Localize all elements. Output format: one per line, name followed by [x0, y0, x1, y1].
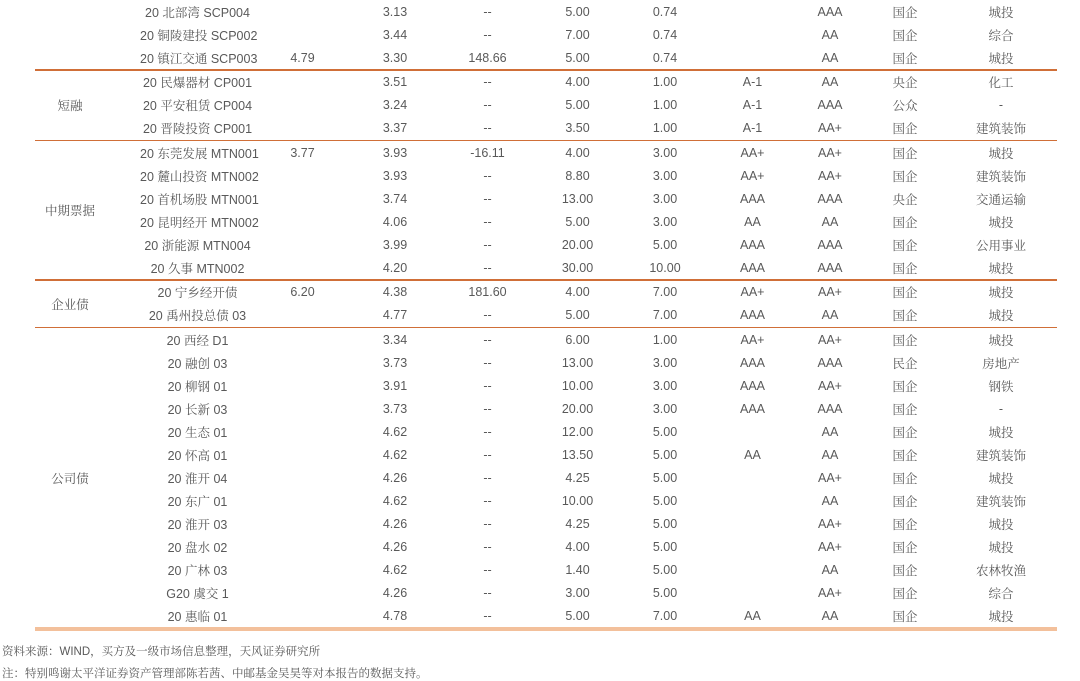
bond-name-cell: 20 广林 03 [167, 563, 228, 578]
rating-cell-2: AAA [817, 98, 843, 112]
table-row [140, 604, 1080, 627]
value-cell-1: 6.20 [290, 285, 315, 299]
table-row [140, 397, 1080, 420]
bond-name-cell: 20 东莞发展 MTN001 [140, 146, 259, 161]
industry-cell: 公用事业 [975, 238, 1026, 253]
bond-name-cell: 20 北部湾 SCP004 [145, 5, 250, 20]
category-label: 企业债 [51, 297, 89, 312]
bond-name-cell: 20 镇江交通 SCP003 [140, 51, 258, 66]
value-cell-3: -- [483, 608, 492, 623]
bond-name-cell: 20 淮开 04 [167, 471, 228, 486]
table-row [140, 71, 1080, 94]
bond-name-cell: 20 宁乡经开债 [157, 286, 238, 300]
company-type-cell: 国企 [892, 122, 918, 136]
value-cell-5: 3.00 [652, 191, 678, 206]
value-cell-2: 3.13 [382, 4, 408, 19]
rating-cell-2: AAA [817, 355, 843, 370]
table-section [0, 328, 1080, 627]
value-cell-3: -- [483, 585, 492, 600]
table-row [140, 535, 1080, 558]
value-cell-4: 20.00 [561, 401, 594, 416]
value-cell-1: 3.77 [290, 145, 315, 160]
value-cell-4: 12.00 [561, 424, 594, 439]
bond-name-cell: 20 晋陵投资 CP001 [142, 122, 253, 136]
table-footer [2, 637, 1072, 681]
value-cell-4: 5.00 [565, 214, 590, 229]
rating-cell-2: AA+ [818, 168, 842, 183]
industry-cell: 城投 [988, 425, 1014, 440]
rating-cell-1: A-1 [742, 98, 763, 112]
table-section [0, 141, 1080, 279]
value-cell-2: 3.51 [382, 75, 408, 89]
company-type-cell: 国企 [892, 261, 918, 276]
company-type-cell: 公众 [892, 99, 918, 113]
value-cell-4: 4.00 [565, 539, 590, 554]
value-cell-5: 0.74 [652, 27, 678, 42]
industry-cell: 建筑装饰 [975, 448, 1026, 463]
value-cell-1: 4.79 [290, 50, 315, 65]
rating-cell-2: AAA [817, 401, 843, 416]
rating-cell-1: AAA [739, 260, 765, 275]
value-cell-4: 10.00 [561, 378, 594, 393]
value-cell-5: 3.00 [652, 214, 678, 229]
value-cell-5: 5.00 [652, 539, 678, 554]
value-cell-4: 4.00 [565, 285, 590, 299]
rating-cell-1: AA [744, 608, 761, 623]
value-cell-5: 3.00 [652, 378, 678, 393]
industry-cell: 城投 [988, 146, 1014, 161]
company-type-cell: 国企 [892, 563, 918, 578]
company-type-cell: 国企 [892, 309, 918, 323]
industry-cell: 房地产 [982, 356, 1020, 371]
bond-name-cell: 20 铜陵建投 SCP002 [140, 28, 258, 43]
rating-cell-1: AAA [739, 308, 765, 322]
value-cell-5: 7.00 [652, 608, 678, 623]
value-cell-3: 148.66 [468, 50, 507, 65]
rating-cell-2: AA [821, 50, 839, 65]
company-type-cell: 国企 [892, 5, 918, 20]
value-cell-4: 5.00 [565, 98, 590, 112]
rating-cell-2: AAA [817, 260, 843, 275]
value-cell-5: 5.00 [652, 562, 678, 577]
industry-cell: 化工 [988, 76, 1014, 90]
bond-name-cell: 20 平安租赁 CP004 [142, 99, 253, 113]
table-row [140, 23, 1080, 46]
value-cell-3: 181.60 [468, 285, 507, 299]
category-label: 中期票据 [44, 204, 95, 218]
company-type-cell: 央企 [892, 76, 918, 90]
table-row [140, 558, 1080, 581]
bond-name-cell: 20 浙能源 MTN004 [144, 238, 251, 253]
category-label: 公司债 [51, 471, 89, 486]
value-cell-2: 4.20 [382, 260, 408, 275]
table-row [140, 281, 1080, 304]
value-cell-2: 4.62 [382, 447, 408, 462]
rating-cell-2: AA [821, 608, 839, 623]
rating-cell-2: AA+ [818, 585, 842, 600]
value-cell-4: 5.00 [565, 608, 590, 623]
industry-cell: 城投 [988, 261, 1014, 276]
value-cell-3: -- [483, 168, 492, 183]
rating-cell-1: AA [744, 214, 761, 229]
value-cell-2: 3.30 [382, 50, 408, 65]
bond-name-cell: 20 禹州投总债 03 [148, 309, 247, 323]
industry-cell: 城投 [988, 517, 1014, 532]
rating-cell-1: AA+ [740, 332, 765, 347]
rating-cell-2: AA [821, 27, 839, 42]
value-cell-3: -- [483, 447, 492, 462]
table-row [140, 304, 1080, 327]
value-cell-2: 4.38 [382, 285, 408, 299]
table-row [140, 256, 1080, 279]
category-label: 短融 [57, 99, 83, 113]
value-cell-4: 30.00 [561, 260, 594, 275]
value-cell-5: 5.00 [652, 470, 678, 485]
company-type-cell: 国企 [892, 448, 918, 463]
rating-cell-2: AAA [817, 4, 843, 19]
value-cell-5: 5.00 [652, 493, 678, 508]
rating-cell-2: AA+ [818, 332, 842, 347]
industry-cell: 钢铁 [988, 379, 1014, 394]
industry-cell: 综合 [988, 586, 1014, 601]
rating-cell-1: AAA [739, 191, 765, 206]
value-cell-4: 5.00 [565, 4, 590, 19]
rating-cell-1: A-1 [742, 121, 763, 135]
industry-cell: 建筑装饰 [975, 494, 1026, 509]
bond-name-cell: 20 民爆器材 CP001 [142, 76, 253, 90]
rating-cell-1: AA [744, 447, 761, 462]
value-cell-3: -- [483, 539, 492, 554]
value-cell-3: -- [483, 493, 492, 508]
rating-cell-2: AA+ [818, 539, 842, 554]
company-type-cell: 国企 [892, 215, 918, 230]
company-type-cell: 国企 [892, 169, 918, 184]
table-row [140, 46, 1080, 69]
value-cell-4: 7.00 [565, 27, 590, 42]
value-cell-5: 5.00 [652, 237, 678, 252]
rating-cell-2: AA [821, 562, 839, 577]
value-cell-5: 0.74 [652, 4, 678, 19]
value-cell-5: 5.00 [652, 516, 678, 531]
rating-cell-2: AA [821, 308, 839, 322]
table-row [140, 141, 1080, 164]
value-cell-4: 13.50 [561, 447, 594, 462]
value-cell-3: -- [483, 237, 492, 252]
company-type-cell: 国企 [892, 471, 918, 486]
value-cell-3: -- [483, 424, 492, 439]
value-cell-4: 4.25 [565, 470, 590, 485]
value-cell-5: 7.00 [652, 308, 678, 322]
value-cell-2: 3.73 [382, 355, 408, 370]
bond-name-cell: G20 虞交 1 [166, 586, 229, 601]
value-cell-5: 7.00 [652, 285, 678, 299]
table-row [140, 443, 1080, 466]
rating-cell-2: AA+ [818, 516, 842, 531]
value-cell-2: 4.62 [382, 424, 408, 439]
value-cell-3: -- [483, 562, 492, 577]
industry-cell: 交通运输 [975, 192, 1026, 207]
rating-cell-1: AAA [739, 237, 765, 252]
company-type-cell: 央企 [892, 192, 918, 207]
value-cell-4: 8.80 [565, 168, 590, 183]
value-cell-2: 4.06 [382, 214, 408, 229]
value-cell-3: -- [483, 332, 492, 347]
value-cell-4: 5.00 [565, 50, 590, 65]
bond-name-cell: 20 生态 01 [167, 425, 228, 440]
rating-cell-1: AAA [739, 355, 765, 370]
value-cell-3: -- [483, 308, 492, 322]
company-type-cell: 民企 [892, 356, 918, 371]
company-type-cell: 国企 [892, 238, 918, 253]
value-cell-4: 13.00 [561, 191, 594, 206]
industry-cell: 城投 [988, 215, 1014, 230]
value-cell-3: -- [483, 98, 492, 112]
rating-cell-2: AA+ [818, 145, 842, 160]
value-cell-5: 1.00 [652, 98, 678, 112]
value-cell-2: 4.62 [382, 493, 408, 508]
table-row [140, 328, 1080, 351]
rating-cell-2: AAA [817, 237, 843, 252]
rating-cell-2: AA+ [818, 285, 842, 299]
company-type-cell: 国企 [892, 517, 918, 532]
table-section [0, 71, 1080, 140]
value-cell-3: -- [483, 260, 492, 275]
value-cell-3: -- [483, 214, 492, 229]
table-row [140, 466, 1080, 489]
industry-cell: 综合 [988, 28, 1014, 43]
table-row [140, 489, 1080, 512]
rating-cell-2: AA [821, 75, 839, 89]
value-cell-5: 5.00 [652, 424, 678, 439]
industry-cell: 建筑装饰 [975, 122, 1026, 136]
value-cell-4: 4.25 [565, 516, 590, 531]
value-cell-2: 3.93 [382, 168, 408, 183]
company-type-cell: 国企 [892, 540, 918, 555]
source-note: 资料来源：WIND，买方及一级市场信息整理，天风证券研究所 [2, 646, 321, 658]
rating-cell-2: AAA [817, 191, 843, 206]
bond-name-cell: 20 长新 03 [167, 402, 228, 417]
industry-cell: 城投 [988, 609, 1014, 624]
company-type-cell: 国企 [892, 494, 918, 509]
value-cell-5: 5.00 [652, 447, 678, 462]
table-row [140, 187, 1080, 210]
company-type-cell: 国企 [892, 146, 918, 161]
value-cell-5: 3.00 [652, 355, 678, 370]
value-cell-4: 13.00 [561, 355, 594, 370]
bond-name-cell: 20 惠临 01 [167, 609, 228, 624]
value-cell-3: -- [483, 4, 492, 19]
value-cell-5: 10.00 [649, 260, 681, 275]
value-cell-2: 4.62 [382, 562, 408, 577]
table-row [140, 210, 1080, 233]
rating-cell-1: A-1 [742, 75, 763, 89]
value-cell-4: 4.00 [565, 145, 590, 160]
value-cell-2: 4.78 [382, 608, 408, 623]
table-row [140, 351, 1080, 374]
bond-name-cell: 20 淮开 03 [167, 517, 228, 532]
value-cell-4: 20.00 [561, 237, 594, 252]
bond-name-cell: 20 麓山投资 MTN002 [140, 169, 259, 184]
value-cell-5: 1.00 [652, 75, 678, 89]
rating-cell-2: AA+ [818, 121, 842, 135]
acknowledgement-note: 注：特别鸣谢太平洋证券资产管理部陈若茜、中邮基金吴昊等对本报告的数据支持。 [2, 668, 428, 680]
value-cell-3: -- [483, 355, 492, 370]
bond-name-cell: 20 东广 01 [167, 494, 228, 509]
value-cell-2: 3.99 [382, 237, 408, 252]
company-type-cell: 国企 [892, 333, 918, 348]
value-cell-3: -- [483, 470, 492, 485]
bond-name-cell: 20 盘水 02 [167, 540, 228, 555]
value-cell-2: 3.91 [382, 378, 408, 393]
rating-cell-1: AA+ [740, 168, 765, 183]
value-cell-2: 4.26 [382, 539, 408, 554]
bond-name-cell: 20 融创 03 [167, 356, 228, 371]
value-cell-2: 3.93 [382, 145, 408, 160]
industry-cell: 城投 [988, 309, 1014, 323]
table-section [0, 281, 1080, 327]
value-cell-2: 3.44 [382, 27, 408, 42]
value-cell-4: 3.00 [565, 585, 590, 600]
value-cell-3: -16.11 [470, 145, 505, 160]
rating-cell-2: AA+ [818, 378, 842, 393]
company-type-cell: 国企 [892, 379, 918, 394]
industry-cell: 城投 [988, 540, 1014, 555]
value-cell-2: 4.26 [382, 470, 408, 485]
value-cell-5: 1.00 [652, 121, 678, 135]
bond-name-cell: 20 西经 D1 [166, 333, 229, 348]
company-type-cell: 国企 [892, 609, 918, 624]
rating-cell-2: AA [821, 424, 839, 439]
industry-cell: 城投 [988, 471, 1014, 486]
company-type-cell: 国企 [892, 402, 918, 417]
rating-cell-1: AA+ [740, 145, 765, 160]
table-row [140, 581, 1080, 604]
table-row [140, 512, 1080, 535]
table-section [0, 0, 1080, 69]
value-cell-2: 3.74 [382, 191, 408, 206]
category-label [0, 0, 140, 69]
industry-cell: 城投 [988, 333, 1014, 348]
value-cell-2: 3.73 [382, 401, 408, 416]
value-cell-4: 10.00 [561, 493, 594, 508]
value-cell-3: -- [483, 378, 492, 393]
table-bottom-border [35, 627, 1057, 631]
value-cell-5: 3.00 [652, 168, 678, 183]
rating-cell-1: AA+ [740, 285, 765, 299]
value-cell-5: 5.00 [652, 585, 678, 600]
value-cell-2: 3.37 [382, 121, 408, 135]
bond-name-cell: 20 首机场股 MTN001 [140, 192, 259, 207]
value-cell-3: -- [483, 75, 492, 89]
rating-cell-1: AAA [739, 378, 765, 393]
value-cell-5: 3.00 [652, 401, 678, 416]
table-row [140, 0, 1080, 23]
value-cell-4: 3.50 [565, 121, 590, 135]
value-cell-5: 0.74 [652, 50, 678, 65]
company-type-cell: 国企 [892, 286, 918, 300]
rating-cell-2: AA+ [818, 470, 842, 485]
table-row [140, 233, 1080, 256]
value-cell-3: -- [483, 121, 492, 135]
value-cell-5: 1.00 [652, 332, 678, 347]
industry-cell: - [998, 98, 1004, 112]
industry-cell: 农林牧渔 [975, 563, 1026, 578]
table-row [140, 164, 1080, 187]
company-type-cell: 国企 [892, 586, 918, 601]
table-row [140, 117, 1080, 140]
industry-cell: 城投 [988, 5, 1014, 20]
value-cell-2: 3.34 [382, 332, 408, 347]
value-cell-3: -- [483, 191, 492, 206]
rating-cell-2: AA [821, 447, 839, 462]
industry-cell: 城投 [988, 286, 1014, 300]
bond-name-cell: 20 怀高 01 [167, 448, 228, 463]
bond-name-cell: 20 昆明经开 MTN002 [140, 215, 259, 230]
rating-cell-2: AA [821, 493, 839, 508]
value-cell-2: 4.77 [382, 308, 408, 322]
value-cell-5: 3.00 [652, 145, 678, 160]
rating-cell-1: AAA [739, 401, 765, 416]
table-row [140, 374, 1080, 397]
value-cell-4: 4.00 [565, 75, 590, 89]
table-row [140, 420, 1080, 443]
rating-cell-2: AA [821, 214, 839, 229]
value-cell-4: 6.00 [565, 332, 590, 347]
value-cell-2: 4.26 [382, 516, 408, 531]
company-type-cell: 国企 [892, 51, 918, 66]
industry-cell: 城投 [988, 51, 1014, 66]
industry-cell: 建筑装饰 [975, 169, 1026, 184]
value-cell-3: -- [483, 516, 492, 531]
value-cell-3: -- [483, 27, 492, 42]
value-cell-2: 3.24 [382, 98, 408, 112]
value-cell-4: 5.00 [565, 308, 590, 322]
industry-cell: - [998, 401, 1004, 416]
value-cell-2: 4.26 [382, 585, 408, 600]
bond-name-cell: 20 久事 MTN002 [150, 261, 245, 276]
bond-name-cell: 20 柳钢 01 [167, 379, 228, 394]
value-cell-3: -- [483, 401, 492, 416]
value-cell-4: 1.40 [565, 562, 590, 577]
company-type-cell: 国企 [892, 28, 918, 43]
table-row [140, 94, 1080, 117]
company-type-cell: 国企 [892, 425, 918, 440]
